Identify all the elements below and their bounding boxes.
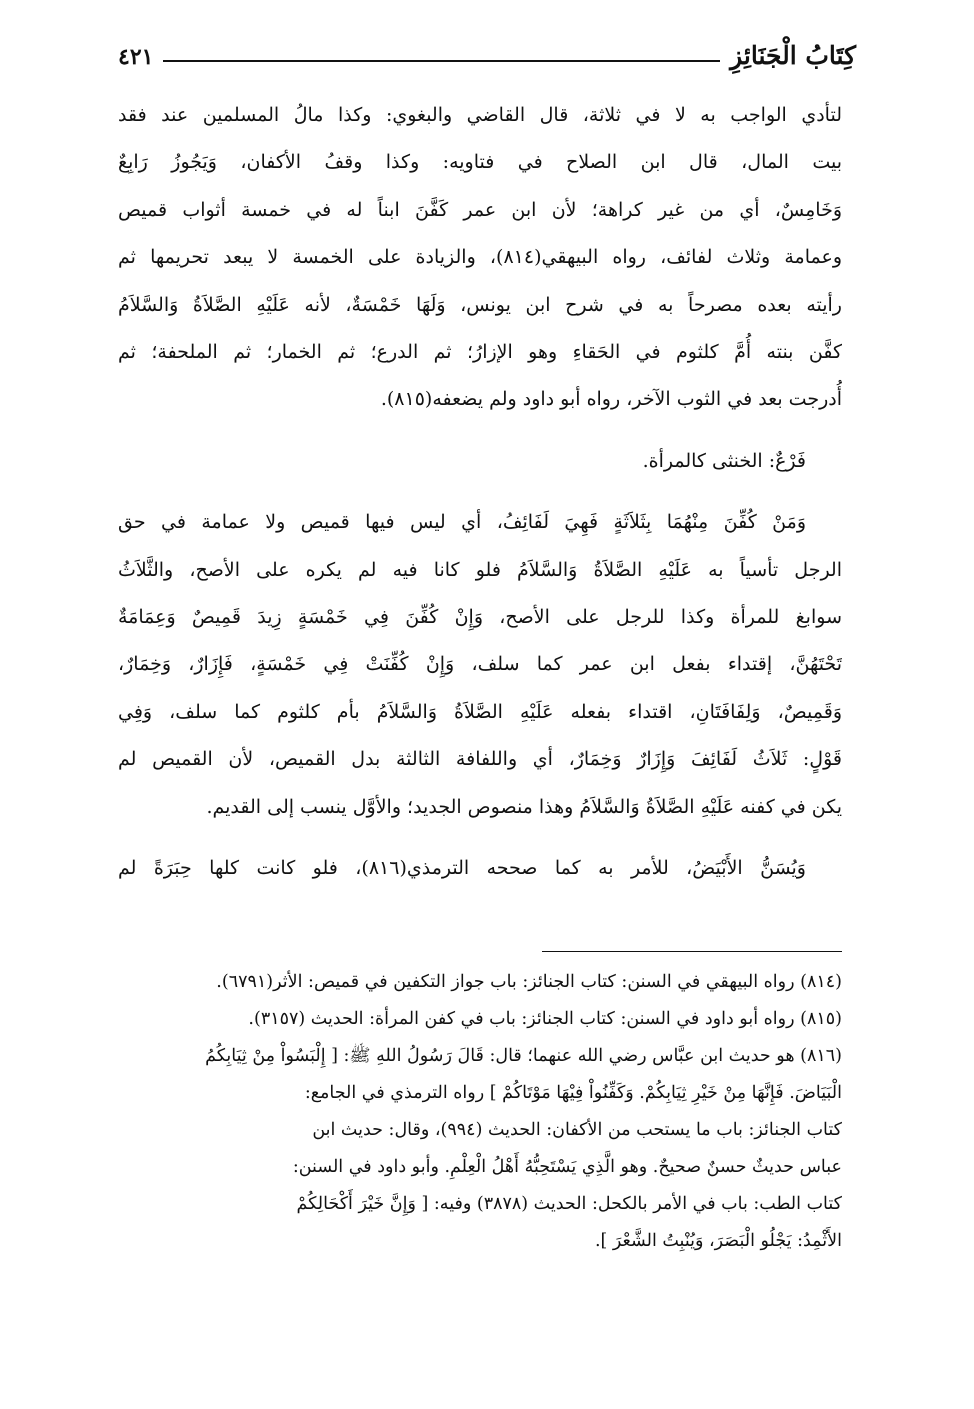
footnote-line: الأَثْمِدُ: يَجْلُو الْبَصَرَ، وَيُنْبِتُ الشَّعْرَ ]. (594, 1231, 842, 1251)
footnote-line: كتاب الطب: باب في الأمر بالكحل: الحديث (٣٨٧٨) وفيه: [ وَإِنَّ خَيْرَ أَكْحَالِكُمْ (296, 1194, 842, 1214)
footnote-815: (٨١٥) رواه أبو داود في السنن: كتاب الجنائز: باب في كفن المرأة: الحديث (٣١٥٧). (248, 1009, 842, 1029)
text-line: وعمامة وثلاث لفائف، رواه البيهقي(٨١٤)، والزيادة على الخمسة لا يبعد تحريمها ثم (118, 246, 842, 269)
text-line: وَمَنْ كُفِّنَ مِنْهُمَا بِثَلاَثَةٍ فَهِيَ لَفَائِفُ، أي ليس فيها قميص ولا عمامة في حق (118, 511, 806, 534)
footnote-line: عباس حديثٌ حسنٌ صحيحٌ. وهو الَّذِي يَسْتَحِبُّهُ أَهْلُ الْعِلْمِ. وأبو داود في السنن: (292, 1157, 842, 1177)
footnote-814: (٨١٤) رواه البيهقي في السنن: كتاب الجنائز: باب جواز التكفين في قميص: الأثر(٦٧٩١). (216, 972, 842, 992)
footnote-line: الْبَيَاضَ. فَإِنَّهَا مِنْ خَيْرِ ثِيَابِكُمْ. وَكَفِّنُواْ فِيْهَا مَوْتَاكُمْ ] رواه الترمذي في الجامع: (304, 1083, 842, 1103)
text-line: بيت المال، قال ابن الصلاح في فتاويه: وكذا وقفُ الأكفان، وَيَجُوزُ رَابِعٌ (118, 151, 842, 174)
text-line: فَرْعٌ: الخنثى كالمرأة. (642, 449, 806, 472)
text-line: يكن في كفنه عَلَيْهِ الصَّلاَةُ وَالسَّلاَمُ وهذا منصوص الجديد؛ والأوَّل ينسب إلى القديم. (206, 795, 842, 818)
footnote-line: كتاب الجنائز: باب ما يستحب من الأكفان: الحديث (٩٩٤)، وقال: حديث ابن (312, 1120, 842, 1140)
text-line: أُدرجت بعد في الثوب الآخر، رواه أبو داود ولم يضعفه(٨١٥). (380, 388, 842, 411)
text-line: رأيته بعده مصرحاً به في شرح ابن يونس، وَلَهَا خَمْسَةٌ، لأنه عَلَيْهِ الصَّلاَةُ وَالسَّلاَمُ (118, 293, 842, 316)
text-line: وَخَامِسٌ، أي من غير كراهة؛ لأن ابن عمر كَفَّنَ ابناً له في خمسة أثواب قميص (118, 198, 842, 221)
paragraph-gap (118, 831, 842, 845)
text-line: كفَّن بنته أُمَّ كلثوم في الحَقاءِ وهو الإزارُ؛ ثم الدرع؛ ثم الخمار؛ ثم الملحفة؛ ثم (118, 341, 842, 364)
text-line: قَوْلٍ: ثَلاَثُ لَفَائِفَ وَإِزَارٌ وَخِمَارٌ، أي واللفافة الثالثة بدل القميص، لأن القميص لم (118, 748, 842, 771)
text-line: تَحْتَهُنَّ، إقتداء بفعل ابن عمر كما سلف، وَإِنْ كُفِّنَتْ فِي خَمْسَةٍ، فَإِزَارٌ، وَخِمَارٌ، (118, 653, 842, 676)
text-line: وَقَمِيصٌ، وَلِفَافَتَانِ، اقتداء بفعله عَلَيْهِ الصَّلاَةُ وَالسَّلاَمُ بأم كلثوم كما سلف، وَفِي (118, 700, 842, 723)
main-text (118, 92, 842, 893)
footnote-separator (542, 951, 842, 952)
paragraph-gap (118, 485, 842, 499)
text-line: لتأدي الواجب به لا في ثلاثة، قال القاضي والبغوي: وكذا مالُ المسلمين عند فقد (118, 104, 842, 126)
footnote-816: (٨١٦) هو حديث ابن عبَّاس رضي الله عنهما؛ قال: قَالَ رَسُولُ اللهِ ﷺ: [ إِلْبَسُواْ مِنْ ثِيَابِكُمُ (205, 1046, 842, 1066)
chapter-title: كِتَابُ الْجَنَائِزِ (730, 41, 856, 70)
paragraph-gap (118, 424, 842, 438)
text-line: الرجل تأسياً به عَلَيْهِ الصَّلاَةُ وَالسَّلاَمُ فلو كانا فيه لم يكره على الأصح، والثَّلاَثُ (118, 558, 842, 581)
footnotes (118, 964, 842, 1260)
running-header (118, 26, 856, 70)
page-number: ٤٢١ (118, 44, 154, 70)
text-line: وَيُسَنُّ الأَبْيَضُ، للأمر به كما صححه الترمذي(٨١٦)، فلو كانت كلها حِبَرَةً لم (118, 857, 806, 880)
header-rule (163, 59, 720, 62)
text-line: سوابغ للمرأة وكذا للرجل على الأصح، وَإِنْ كُفِّنَ فِي خَمْسَةٍ زِيدَ قَمِيصٌ وَعِمَامَةٌ (118, 606, 842, 629)
